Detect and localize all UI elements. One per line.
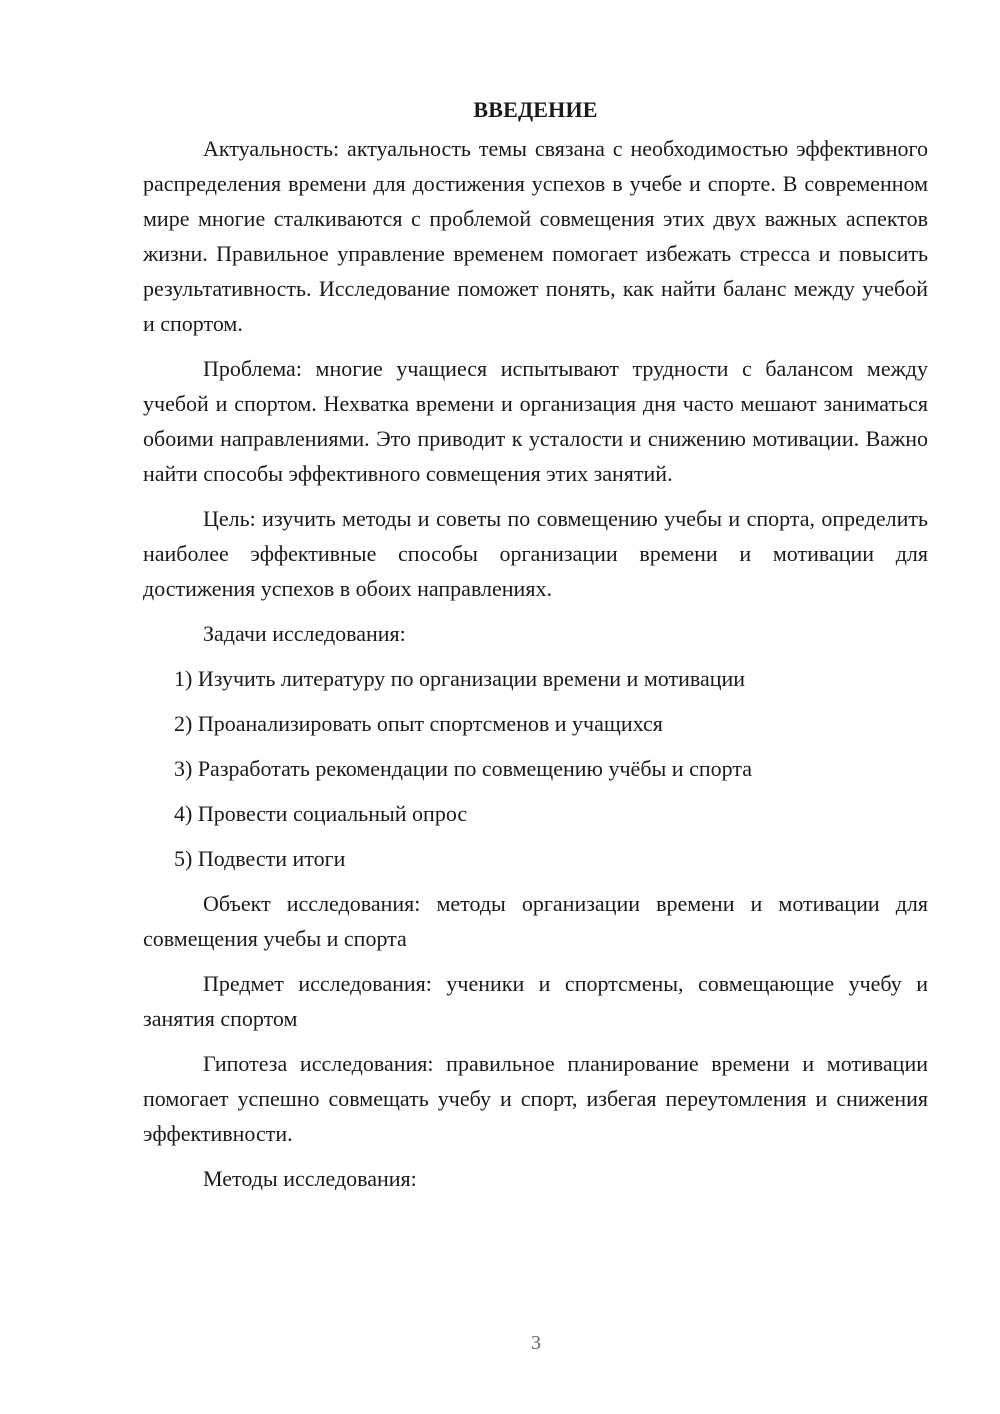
methods-heading: Методы исследования: — [203, 1166, 417, 1191]
relevance-paragraph: Актуальность: актуальность темы связана с необходимостью эффективного распределения времени для достижения успехов в учебе и спорте. В современном мире многие сталкиваются с проблемой совмещения этих двух важных аспектов жизни. Правильное управление временем помогает избежать стресса и повысить результативность. Исследование поможет понять, как найти баланс между учебой и спортом. — [143, 136, 928, 336]
object-paragraph: Объект исследования: методы организации времени и мотивации для совмещения учебы и спорта — [143, 891, 928, 951]
task-item-1: 1) Изучить литературу по организации времени и мотивации — [174, 666, 746, 691]
task-item-4: 4) Провести социальный опрос — [174, 801, 468, 826]
task-item-3: 3) Разработать рекомендации по совмещению учёбы и спорта — [174, 756, 752, 781]
subject-paragraph: Предмет исследования: ученики и спортсмены, совмещающие учебу и занятия спортом — [143, 971, 928, 1031]
task-item-2: 2) Проанализировать опыт спортсменов и учащихся — [174, 711, 663, 736]
document-page — [143, 92, 928, 1206]
tasks-list — [143, 661, 928, 876]
section-title: ВВЕДЕНИЕ — [473, 97, 598, 122]
problem-paragraph: Проблема: многие учащиеся испытывают трудности с балансом между учебой и спортом. Нехватка времени и организация дня часто мешают заниматься обоими направлениями. Это приводит к усталости и снижению мотивации. Важно найти способы эффективного совмещения этих занятий. — [143, 356, 928, 486]
task-item-5: 5) Подвести итоги — [174, 846, 346, 871]
hypothesis-paragraph: Гипотеза исследования: правильное планирование времени и мотивации помогает успешно совмещать учебу и спорт, избегая переутомления и снижения эффективности. — [143, 1051, 928, 1146]
page-number: 3 — [531, 1332, 541, 1354]
goal-paragraph: Цель: изучить методы и советы по совмещению учебы и спорта, определить наиболее эффективные способы организации времени и мотивации для достижения успехов в обоих направлениях. — [143, 506, 928, 601]
tasks-heading: Задачи исследования: — [203, 621, 406, 646]
